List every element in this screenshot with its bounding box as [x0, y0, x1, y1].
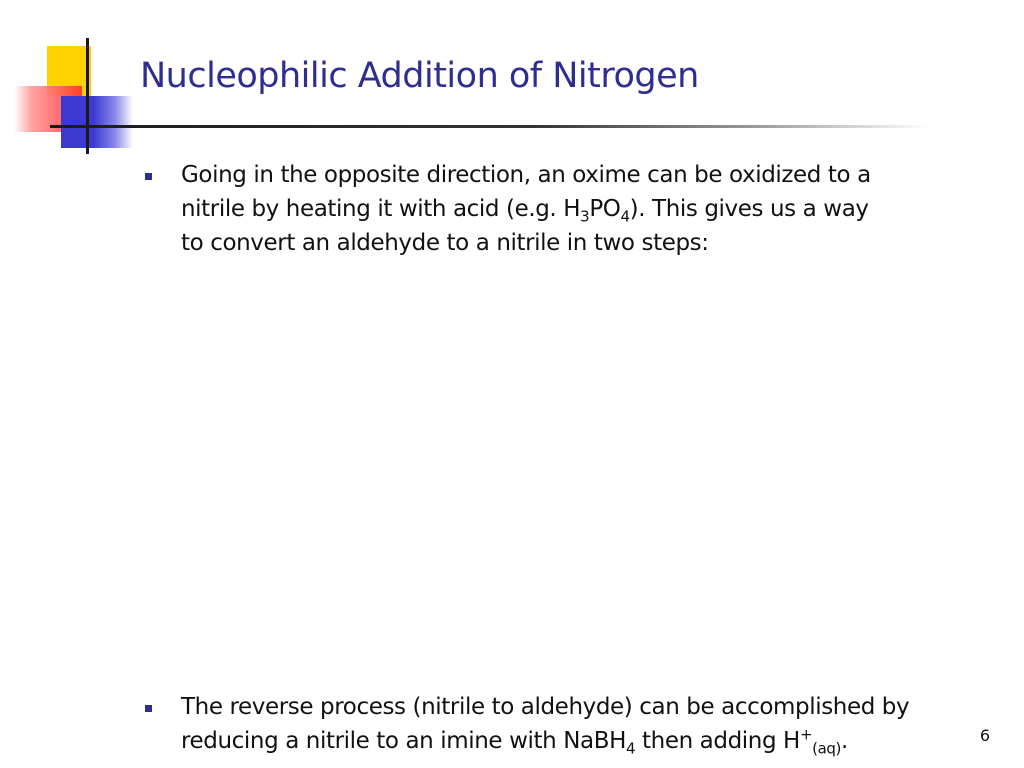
logo-vertical-line: [86, 38, 89, 154]
bullet-line: [181, 724, 1011, 758]
bullet-square-icon: [145, 705, 152, 712]
bullet-line: The reverse process (nitrile to aldehyde) can be accomplished by: [181, 694, 910, 720]
page-number: 6: [979, 726, 990, 745]
subscript: 3: [580, 207, 590, 226]
bullet-text: nitrile by heating it with acid (e.g. H: [181, 196, 581, 222]
bullet-text: ). This gives us a way: [629, 196, 869, 222]
subscript: 4: [625, 739, 636, 758]
logo-blue-square: [61, 96, 133, 148]
subscript: (aq): [812, 739, 841, 758]
superscript: +: [799, 725, 813, 744]
bullet-line: to convert an aldehyde to a nitrile in two steps:: [181, 230, 709, 256]
bullet-line: Going in the opposite direction, an oxime can be oxidized to a: [181, 162, 871, 188]
bullet-text: reducing a nitrile to an imine with NaBH: [181, 728, 626, 754]
bullet-text: PO: [589, 196, 621, 222]
slide-title: Nucleophilic Addition of Nitrogen: [140, 56, 699, 96]
bullet-square-icon: [145, 173, 152, 180]
bullet-item-reverse: [181, 690, 1011, 758]
subscript: 4: [620, 207, 630, 226]
slide-logo: [0, 0, 150, 160]
bullet-line: [181, 192, 1001, 226]
bullet-text: then adding H: [635, 728, 800, 754]
bullet-item-oxime: [181, 158, 1001, 260]
bullet-text: .: [840, 728, 848, 754]
title-underline: [50, 125, 930, 128]
